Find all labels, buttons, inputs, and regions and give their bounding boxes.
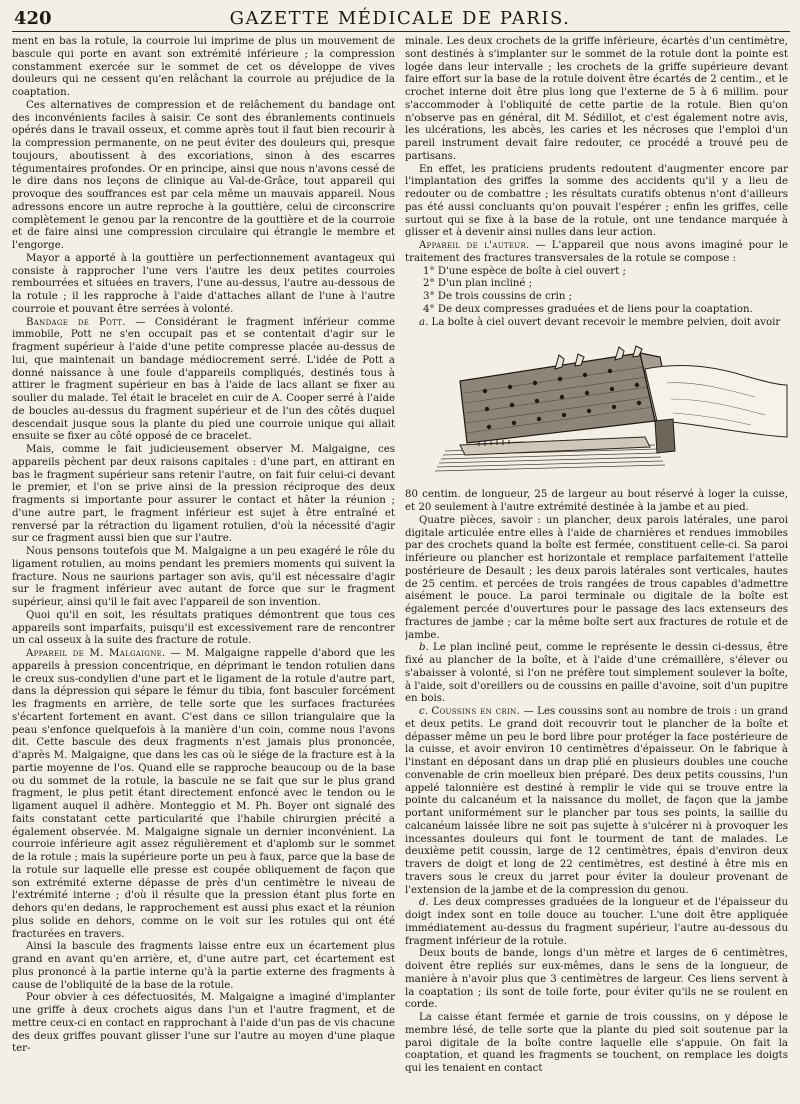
right-bottom-paragraph	[405, 515, 788, 643]
paragraph-text: — Considérant le fragment inférieur comme immobile, Pott ne s'en occupait pas et se contentait d'agir sur le fragment supérieur à l'aide d'une petite compresse placée au-dessus de lui, que maintenait un bandage médiocrement serré. L'idée de Pott a donné naissance à une foule d'appareils compliqués, destinés tous à attirer le fragment supérieur en bas à l'aide de lacs allant se fixer au soulier du malade. Tel était le bracelet en cuir de A. Cooper serré à l'aide de boucles au-dessus du fragment supérieur et de l'un des côtés duquel descendait jusque sous la plante du pied une courroie unique qui allait ensuite se fixer au côté opposé de ce bracelet.	[12, 316, 395, 443]
right-column-bottom	[405, 489, 788, 1076]
list-item: 4° De deux compresses graduées et de liens pour la coaptation.	[423, 303, 753, 315]
item-text: La boîte à ciel ouvert devant recevoir le membre pelvien, doit avoir	[428, 316, 781, 328]
paragraph-text: 80 centim. de longueur, 25 de largeur au bout réservé à loger la cuisse, et 20 seulement à l'autre extrémité destinée à la jambe et au pied.	[405, 489, 788, 513]
paragraph-text: Deux bouts de bande, longs d'un mètre et larges de 6 centimètres, doivent être repliés sur eux-mêmes, dans le sens de la longueur, de manière à n'avoir plus que 3 centimètres de largeur. Ces liens servent à la coaptation ; ils sont de toile forte, pour éviter qu'ils ne se roulent en corde.	[405, 948, 788, 1011]
right-column-top	[405, 36, 788, 266]
paragraph-text: Ces alternatives de compression et de relâchement du bandage ont des inconvénients faciles à saisir. Ce sont des ébranlements continuels opérés dans le travail osseux, et comme après tout il faut bien recourir à la compression permanente, on ne peut éviter des douleurs qui, presque toujours, aboutissent à des excoriations, sinon à des escarres tégumentaires profondes. Or en principe, ainsi que nous n'avons cessé de le dire dans nos leçons de clinique au Val-de-Grâce, tout appareil qui provoque des souffrances est par cela même un mauvais appareil. Nous adressons encore un autre reproche à la gouttière, celui de circonscrire complètement le genou par la rencontre de la gouttière et de la courroie et de faire ainsi une compression circulaire qui étrangle le membre et l'engorge.	[12, 99, 395, 251]
right-top-paragraph	[405, 36, 788, 164]
journal-title: GAZETTE MÉDICALE DE PARIS.	[229, 8, 571, 29]
leg-box-illustration	[405, 333, 788, 485]
right-column	[405, 36, 788, 1098]
paragraph-text: Ainsi la bascule des fragments laisse entre eux un écartement plus grand en avant qu'en arrière, et, d'une autre part, cet écartement est plus prononcé à la partie interne qu'à la partie externe des fragments à cause de l'obliquité de la base de la rotule.	[12, 941, 395, 991]
paragraph-text: Quatre pièces, savoir : un plancher, deux parois latérales, une paroi digitale articulée entre elles à l'aide de charnières et rendues immobiles par des crochets quand la boîte est fermée, constituent celle-ci. Sa paroi inférieure ou plancher est horizontale et remplace parfaitement l'attelle postérieure de Desault ; les deux parois latérales sont verticales, hautes de 25 centim. et percées de trois rangées de trous capables d'admettre aisément le pouce. La paroi terminale ou digitale de la boîte est également percée d'ouvertures pour le passage des lacs extenseurs des fractures de jambe ; car la même boîte sert aux fractures de rotule et de jambe.	[405, 514, 788, 641]
paragraph-text: En effet, les praticiens prudents redoutent d'augmenter encore par l'implantation des griffes la somme des accidents qu'il y a lieu de redouter ou de combattre ; les résultats curatifs obtenus n'ont d'ailleurs pas été aussi concluants qu'on pouvait l'espérer ; enfin les griffes, celle surtout qui se fixe à la base de la rotule, ont une tendance marquée à glisser et à devenir ainsi nulles dans leur action.	[405, 163, 788, 239]
right-bottom-paragraph	[405, 706, 788, 897]
left-paragraph	[12, 100, 395, 253]
right-top-paragraph	[405, 240, 788, 266]
left-paragraph	[12, 610, 395, 648]
apparatus-components-list	[405, 266, 788, 317]
item-letter: b.	[419, 642, 433, 654]
left-column	[12, 36, 395, 1098]
item-letter: d.	[419, 897, 434, 909]
paragraph-text: ment en bas la rotule, la courroie lui imprime de plus un mouvement de bascule qui porte en avant son extrémité inférieure ; la compression constamment exercée sur le sommet de cet os développe de vives douleurs qui ne cessent qu'en relâchant la courroie au préjudice de la coaptation.	[12, 36, 395, 98]
section-heading: Coussins en crin.	[431, 706, 521, 717]
paragraph-text: — Les coussins sont au nombre de trois : un grand et deux petits. Le grand doit recouvrir tout le plancher de la boîte et dépasser même un peu le bord libre pour protéger la face postérieure de la cuisse, et avoir environ 10 centimètres d'épaisseur. On le fabrique à l'instant en déposant dans un drap plié en plusieurs doubles une couche convenable de crin moelleux bien préparé. Des deux petits coussins, l'un appelé talonnière est destiné à remplir le vide qui se trouve entre la pointe du calcanéum et la naissance du mollet, de façon que la jambe portant uniformément sur le plancher par tous ses points, la saillie du calcanéum laissée libre ne soit pas sujette à s'ulcérer ni à provoquer les incessantes douleurs qui font le tourment de tant de malades. Le deuxième petit coussin, large de 12 centimètres, épais d'environ deux travers de doigt et long de 22 centimètres, est destiné à être mis en travers sous le creux du jarret pour éviter la douleur provenant de l'extension de la jambe et de la compression du genou.	[405, 706, 788, 896]
list-item: 1° D'une espèce de boîte à ciel ouvert ;	[423, 265, 626, 277]
paragraph-text: Nous pensons toutefois que M. Malgaigne a un peu exagéré le rôle du ligament rotulien, au moins pendant les premiers moments qui suivent la fracture. Nous ne saurions partager son avis, qu'il est nécessaire d'agir sur le fragment inférieur avec autant de force que sur le fragment supérieur, ainsi qu'il le fait avec l'appareil de son invention.	[12, 546, 395, 608]
left-paragraph	[12, 992, 395, 1056]
section-heading: Bandage de Pott.	[26, 316, 126, 328]
item-letter: c.	[419, 706, 432, 717]
left-paragraph	[12, 546, 395, 610]
list-item: 2° D'un plan incliné ;	[423, 278, 533, 290]
left-paragraph	[12, 253, 395, 317]
left-paragraph	[12, 444, 395, 546]
right-bottom-paragraph	[405, 948, 788, 1012]
page-number: 420	[14, 8, 52, 29]
item-a-intro	[405, 317, 788, 330]
left-paragraph	[12, 648, 395, 941]
paragraph-text: La caisse étant fermée et garnie de trois coussins, on y dépose le membre lésé, de telle sorte que la plante du pied soit soutenue par la paroi digitale de la boîte contre laquelle elle s'appuie. On fait la coaptation, et quand les fragments se touchent, on remplace les doigts qui les tenaient en contact	[405, 1012, 788, 1074]
paragraph-text: — M. Malgaigne rappelle d'abord que les appareils à pression concentrique, en déprimant le tendon rotulien dans le creux sus-condylien d'une part et le ligament de la rotule d'autre part, dans la dépression qui sépare le fémur du tibia, font basculer forcément les fragments en arrière, de telle sorte que les surfaces fracturées s'écartent fortement en avant. C'est dans ce sillon triangulaire que la peau s'enfonce quelquefois à la manière d'un coin, comme nous l'avons dit. Cette bascule des deux fragments n'est jamais plus prononcée, d'après M. Malgaigne, que dans les cas où le siége de la fracture est à la partie moyenne de l'os. Quand elle se rapproche beaucoup ou de la base ou du sommet de la rotule, la bascule ne se fait que sur le plus grand fragment, le plus petit étant directement enfoncé avec le tendon ou le ligament auquel il adhère. Monteggio et M. Ph. Boyer ont signalé des faits constatant cette particularité que l'habile chirurgien précité a également observée. M. Malgaigne signale un dernier inconvénient. La courroie inférieure agit assez régulièrement et d'aplomb sur le sommet de la rotule ; mais la supérieure porte un peu à faux, parce que la base de la rotule sur laquelle elle presse est coupée obliquement de façon que son extrémité externe dépasse de près d'un centimètre le niveau de l'extrémité interne ; d'où il résulte que la pression étant plus forte en dehors qu'en dedans, le rapprochement est aussi plus exact et la réunion plus solide en dehors, comme on le voit sur les rotules qui ont été fracturées en travers.	[12, 648, 395, 940]
left-paragraph	[12, 36, 395, 100]
paragraph-text: Mayor a apporté à la gouttière un perfectionnement avantageux qui consiste à rapprocher l'une vers l'autre les deux petites courroies rembourrées et situées en travers, l'une au-dessus, l'autre au-dessous de la rotule ; il les rapproche à l'aide d'attaches allant de l'une à l'autre courroie et pouvant être serrées à volonté.	[12, 252, 395, 315]
list-item: 3° De trois coussins de crin ;	[423, 291, 573, 302]
foot-support	[655, 419, 675, 453]
right-bottom-paragraph	[405, 642, 788, 706]
item-letter: a.	[419, 316, 429, 328]
text-columns	[12, 36, 790, 1098]
left-paragraph	[12, 941, 395, 992]
paragraph-text: minale. Les deux crochets de la griffe inférieure, écartés d'un centimètre, sont destinés à s'implanter sur le sommet de la rotule dont la pointe est logée dans leur intervalle ; les crochets de la griffe supérieure devant faire effort sur la base de la rotule doivent être écartés de 2 centim., et le crochet interne doit être plus long que l'externe de 5 à 6 millim. pour s'accommoder à l'obliquité de cette partie de la rotule. Bien qu'on n'observe pas en général, dit M. Sédillot, et c'est également notre avis, les ulcérations, les abcès, les caries et les nécroses que l'emploi d'un pareil instrument devait faire redouter, ce procédé a trouvé peu de partisans.	[405, 36, 788, 162]
paragraph-text: — L'appareil que nous avons imaginé pour le traitement des fractures transversales de la rotule se compose :	[405, 240, 788, 264]
apparatus-engraving	[405, 333, 788, 485]
paragraph-text: Le plan incliné peut, comme le représente le dessin ci-dessus, être fixé au plancher de la boîte, et à l'aide d'une crémaillère, s'élever ou s'abaisser à volonté, si l'on ne préfère tout simplement soulever la boîte, à l'aide, soit d'oreillers ou de coussins en paille d'avoine, soit d'un pupitre en bois.	[405, 642, 788, 705]
left-paragraph	[12, 317, 395, 445]
right-bottom-paragraph	[405, 1012, 788, 1076]
right-bottom-paragraph	[405, 489, 788, 515]
right-top-paragraph	[405, 164, 788, 241]
paragraph-text: Mais, comme le fait judicieusement observer M. Malgaigne, ces appareils pèchent par deux raisons capitales : d'une part, en attirant en bas le fragment supérieur sans retenir l'autre, on fait fuir celui-ci devant le premier, et l'on se prive ainsi de la pression réciproque des deux fragments si importante pour assurer le contact et hâter la réunion ; d'une autre part, le fragment inférieur est sujet à être entraîné et renversé par la rétraction du ligament rotulien, d'où la nécessité d'agir sur ce fragment aussi bien que sur l'autre.	[12, 444, 395, 545]
section-heading: Appareil de l'auteur.	[419, 240, 530, 251]
paragraph-text: Les deux compresses graduées de la longueur et de l'épaisseur du doigt index sont en toile douce au toucher. L'une doit être appliquée immédiatement au-dessus du fragment supérieur, l'autre au-dessous du fragment inférieur de la rotule.	[405, 897, 788, 947]
paragraph-text: Pour obvier à ces défectuosités, M. Malgaigne a imaginé d'implanter une griffe à deux crochets aigus dans l'un et l'autre fragment, et de mettre ceux-ci en contact en rapprochant à l'aide d'un pas de vis chacune des deux griffes pouvant glisser l'une sur l'autre au moyen d'une plaque ter-	[12, 992, 395, 1055]
right-bottom-paragraph	[405, 897, 788, 948]
section-heading: Appareil de M. Malgaigne.	[26, 648, 166, 659]
page-header	[12, 6, 790, 32]
paragraph-text: Quoi qu'il en soit, les résultats pratiques démontrent que tous ces appareils sont imparfaits, puisqu'il est excessivement rare de rencontrer un cal osseux à la suite des fracture de rotule.	[12, 609, 395, 647]
